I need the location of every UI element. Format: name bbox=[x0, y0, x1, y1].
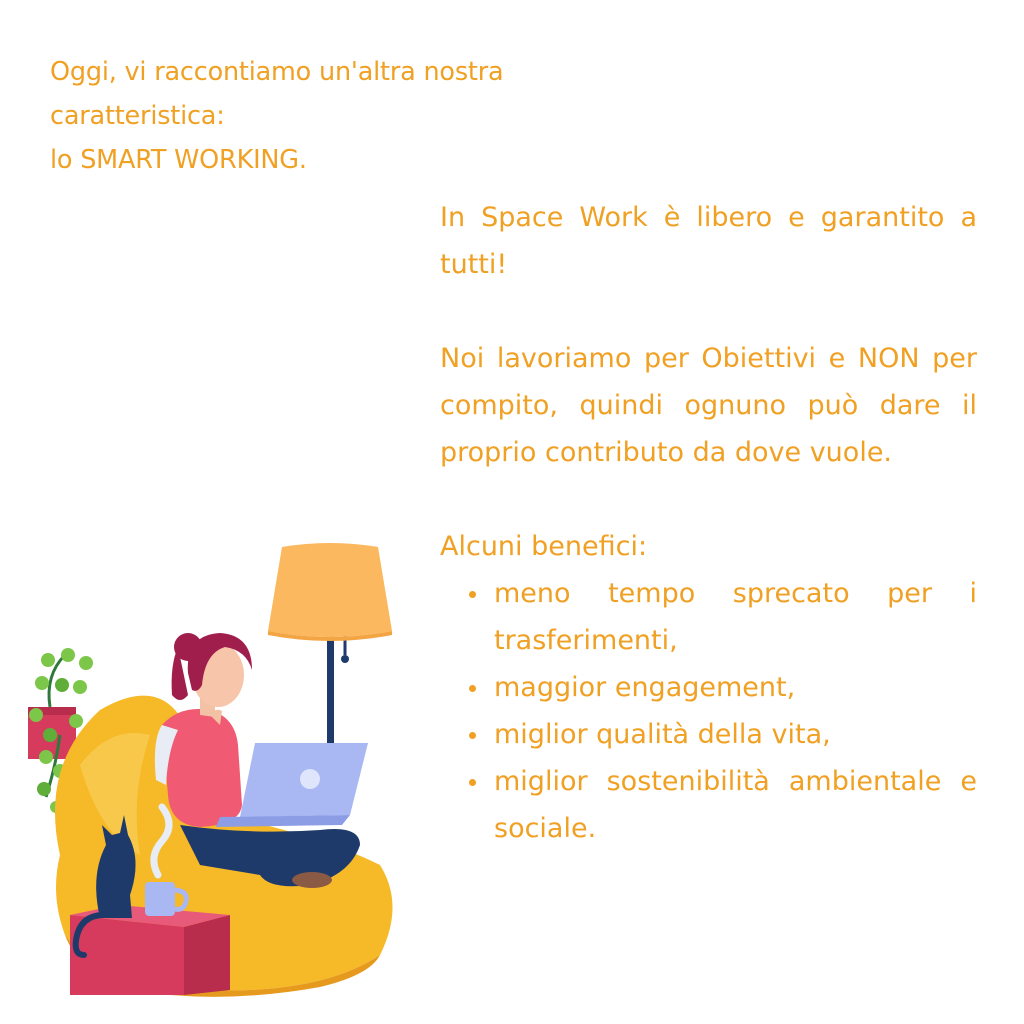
benefit-item: meno tempo sprecato per i trasferimenti, bbox=[494, 570, 977, 664]
benefits-list bbox=[440, 570, 977, 852]
intro-text bbox=[50, 50, 610, 182]
paragraph-smart-working: In Space Work è libero e garantito a tutti! bbox=[440, 202, 977, 280]
benefit-item: maggior engagement, bbox=[494, 664, 977, 711]
intro-line-2: caratteristica: bbox=[50, 101, 225, 131]
intro-line-3: lo SMART WORKING. bbox=[50, 145, 307, 175]
benefit-item: miglior qualità della vita, bbox=[494, 711, 977, 758]
benefit-item: miglior sostenibilità ambientale e sociale. bbox=[494, 758, 977, 852]
paragraph-objectives: Noi lavoriamo per Obiettivi e NON per compito, quindi ognuno può dare il proprio contributo da dove vuole. bbox=[440, 343, 977, 468]
body-text bbox=[440, 194, 977, 852]
woman-working-on-laptop-illustration bbox=[20, 535, 410, 1015]
floor-lamp-icon bbox=[268, 543, 392, 755]
benefits-title: Alcuni benefici: bbox=[440, 531, 648, 562]
intro-line-1: Oggi, vi raccontiamo un'altra nostra bbox=[50, 57, 504, 87]
